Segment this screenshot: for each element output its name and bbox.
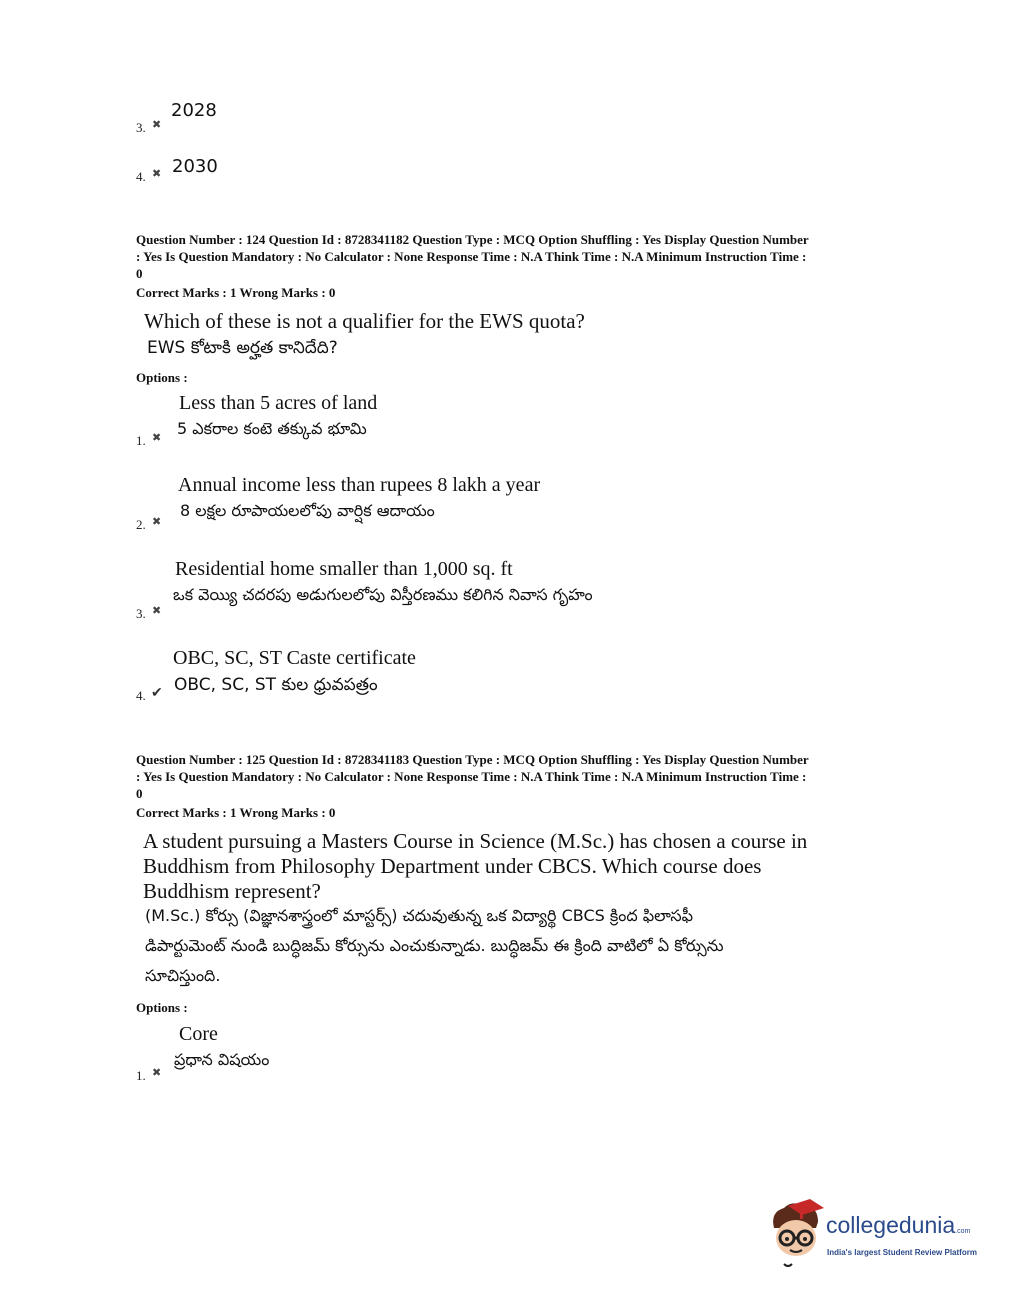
cross-mark-icon: ✖: [152, 119, 162, 131]
option-row: [136, 558, 836, 622]
option-number: 2.: [136, 517, 146, 532]
question-metadata: Question Number : 124 Question Id : 8728341182 Question Type : MCQ Option Shuffling : Yes Display Question Number : Yes Is Question Mandatory : No Calculator : None Response Time : N.A Think Time : N.A Minimum Instruction Time : 0: [136, 232, 809, 281]
option-text-te: OBC, SC, ST కుల ధ్రువపత్రం: [174, 675, 378, 695]
option-row: [136, 1023, 636, 1085]
option-text-te: 8 లక్షల రూపాయలలోపు వార్షిక ఆదాయం: [180, 501, 435, 520]
question-text-te: EWS కోటాకి అర్హత కానిదేది?: [147, 338, 338, 358]
check-mark-icon: ✔: [151, 686, 163, 701]
cross-mark-icon: ✖: [152, 1067, 162, 1079]
option-text-te: ప్రధాన విషయం: [174, 1050, 270, 1069]
cross-mark-icon: ✖: [152, 516, 162, 528]
option-number: 3.: [136, 606, 146, 621]
question-text-te: (M.Sc.) కోర్సు (విజ్ఞానశాస్త్రంలో మాస్టర్స్) చదువుతున్న ఒక విద్యార్థి CBCS క్రింద ఫిలాసఫీ డిపార్టుమెంట్ నుండి బుద్ధిజమ్ కోర్సును ఎంచుకున్నాడు. బుద్ధిజమ్ ఈ క్రింది వాటిలో ఏ కోర్సును సూచిస్తుంది.: [145, 906, 724, 985]
options-label: Options :: [136, 370, 188, 385]
option-text-te: ఒక వెయ్యి చదరపు అడుగులలోపు విస్తీరణము కలిగిన నివాస గృహం: [173, 585, 593, 604]
option-row-correct: [136, 647, 836, 707]
cross-mark-icon: ✖: [152, 432, 162, 444]
mascot-icon: [766, 1198, 826, 1268]
marks-info: Correct Marks : 1 Wrong Marks : 0: [136, 805, 336, 820]
collegedunia-logo: [766, 1198, 996, 1270]
option-text-en: Less than 5 acres of land: [179, 392, 378, 414]
option-text-en: Residential home smaller than 1,000 sq. ft: [175, 558, 513, 580]
question-text-en: Which of these is not a qualifier for the EWS quota?: [144, 309, 585, 333]
option-text: 2028: [171, 100, 217, 121]
cross-mark-icon: ✖: [152, 168, 162, 180]
option-number: 4.: [136, 169, 146, 184]
option-text-en: Annual income less than rupees 8 lakh a year: [178, 474, 541, 496]
question-text-en: A student pursuing a Masters Course in Science (M.Sc.) has chosen a course in Buddhism from Philosophy Department under CBCS. Which course does Buddhism represent?: [143, 829, 808, 903]
option-text-en: Core: [179, 1023, 218, 1045]
option-text-en: OBC, SC, ST Caste certificate: [173, 647, 416, 669]
option-number: 3.: [136, 120, 146, 135]
option-number: 1.: [136, 433, 146, 448]
option-text: 2030: [172, 156, 218, 177]
option-row: [136, 474, 836, 534]
option-number: 1.: [136, 1068, 146, 1083]
cross-mark-icon: ✖: [152, 605, 162, 617]
logo-name: collegedunia.com: [826, 1212, 971, 1238]
marks-info: Correct Marks : 1 Wrong Marks : 0: [136, 285, 336, 300]
options-label: Options :: [136, 1000, 188, 1015]
option-row: [136, 392, 836, 452]
option-text-te: 5 ఎకరాల కంటె తక్కువ భూమి: [177, 419, 367, 438]
option-number: 4.: [136, 688, 146, 703]
question-metadata: Question Number : 125 Question Id : 8728341183 Question Type : MCQ Option Shuffling : Yes Display Question Number : Yes Is Question Mandatory : No Calculator : None Response Time : N.A Think Time : N.A Minimum Instruction Time : 0: [136, 752, 809, 801]
logo-tagline: India's largest Student Review Platform: [827, 1248, 977, 1257]
